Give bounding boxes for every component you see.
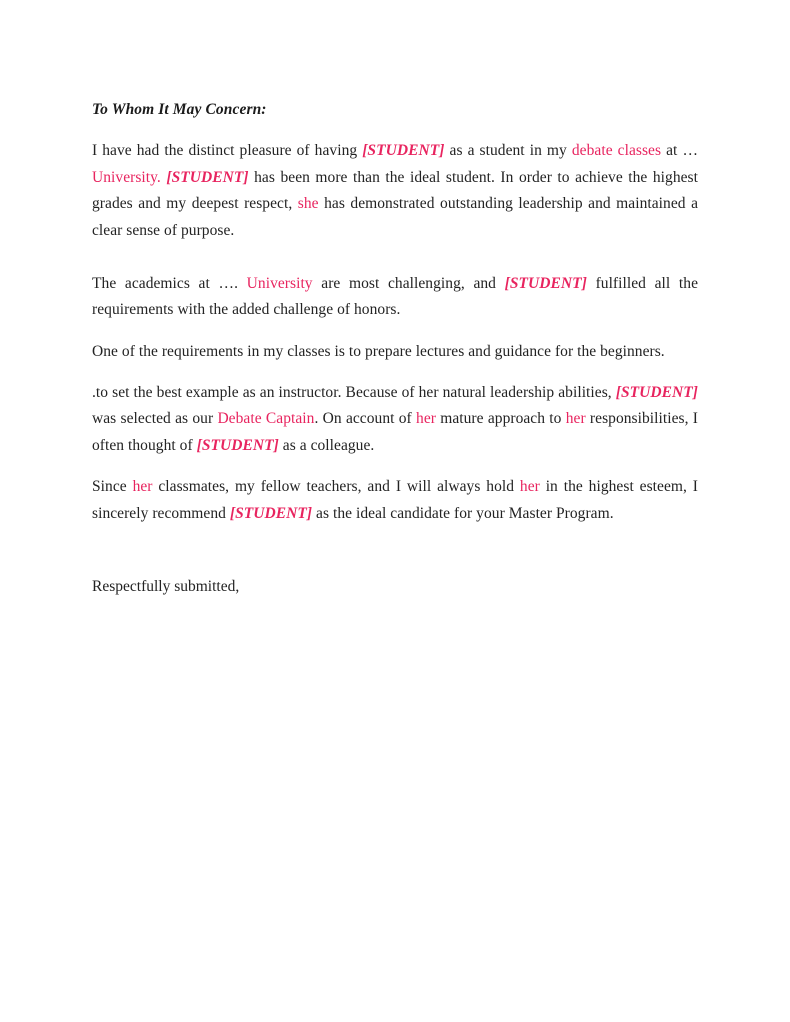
highlighted-token: University <box>246 274 313 292</box>
highlighted-token: her <box>519 478 540 496</box>
highlighted-token: University. <box>92 168 161 186</box>
student-placeholder-token: [STUDENT] <box>362 141 445 159</box>
closing-line: Respectfully submitted, <box>92 577 240 595</box>
body-text-run: … <box>682 141 699 159</box>
student-placeholder-token: [STUDENT] <box>229 505 313 523</box>
body-text-run: I have had the distinct pleasure of having <box>92 141 363 159</box>
highlighted-token: Debate Captain <box>217 410 315 428</box>
letter-body <box>92 100 698 600</box>
body-text-run: as a colleague. <box>278 436 375 454</box>
body-text-run: was selected as our <box>92 410 218 428</box>
student-placeholder-token: [STUDENT] <box>615 383 698 401</box>
body-text-run: classmates, my fellow teachers, and I will always hold <box>152 478 520 496</box>
body-text-run: Since <box>92 478 133 496</box>
student-placeholder-token: [STUDENT] <box>196 436 279 454</box>
body-text-run: The academics at <box>92 274 219 292</box>
body-text-run: . On account of <box>314 410 417 428</box>
body-text-run: at <box>661 141 683 159</box>
body-text-run: mature approach to <box>435 410 566 428</box>
body-text-run: as a student in my <box>444 141 572 159</box>
paragraph-5 <box>92 474 698 527</box>
body-text-run: are most challenging, and <box>312 274 505 292</box>
body-text-run <box>238 275 247 292</box>
highlighted-token: her <box>132 478 153 496</box>
body-text-run: in the highest esteem, I sincerely recommend <box>92 478 698 523</box>
paragraph-container <box>92 138 698 528</box>
paragraph-spacer <box>92 260 698 271</box>
paragraph-3 <box>92 339 698 366</box>
body-text-run: …. <box>218 274 238 292</box>
paragraph-1 <box>92 138 698 245</box>
highlighted-token: her <box>416 410 436 428</box>
paragraph-2 <box>92 271 698 324</box>
student-placeholder-token: [STUDENT] <box>504 274 587 292</box>
body-text-run: responsibilities, I often thought of <box>92 410 698 454</box>
paragraph-4 <box>92 380 698 460</box>
body-text-run: as the ideal candidate for your Master Program. <box>312 505 614 523</box>
highlighted-token: she <box>297 195 319 213</box>
body-text-run: has demonstrated outstanding leadership and maintained a clear sense of purpose. <box>92 195 698 239</box>
highlighted-token: debate classes <box>571 141 662 159</box>
highlighted-token: her <box>565 410 586 428</box>
body-text-run: fulfilled all the requirements with the added challenge of honors. <box>92 274 698 319</box>
body-text-run: .to set the best example as an instructor. Because of her natural leadership abilities, <box>92 383 616 401</box>
student-placeholder-token: [STUDENT] <box>166 168 249 186</box>
body-text-run: One of the requirements in my classes is to prepare lectures and guidance for the beginners. <box>92 342 665 360</box>
salutation-line: To Whom It May Concern: <box>92 101 267 118</box>
body-text-run: has been more than the ideal student. In order to achieve the highest grades and my deepest respect, <box>92 168 698 213</box>
